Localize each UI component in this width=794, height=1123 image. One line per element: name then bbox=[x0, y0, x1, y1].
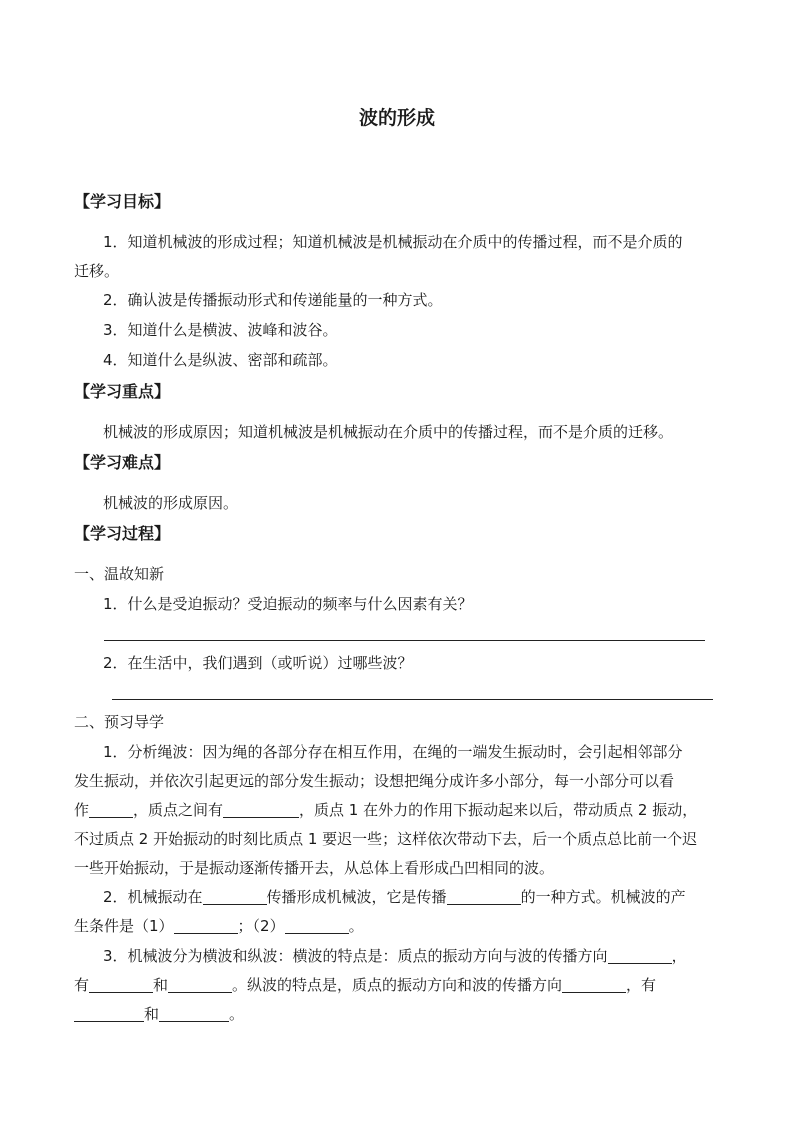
difficulty-text: 机械波的形成原因。 bbox=[103, 494, 239, 512]
review-question-2: 2．在生活中，我们遇到（或听说）过哪些波？ bbox=[103, 654, 413, 672]
section-heading-key: 【学习重点】 bbox=[74, 382, 171, 401]
fill-blank[interactable] bbox=[89, 801, 133, 818]
preview-p2-line2 bbox=[74, 915, 364, 937]
text-segment: ，质点 1 在外力的作用下振动起来以后，带动质点 2 振动， bbox=[299, 801, 698, 819]
fill-blank[interactable] bbox=[203, 888, 267, 905]
text-segment: 的一种方式。机械波的产 bbox=[520, 888, 686, 906]
text-segment: 和 bbox=[153, 976, 169, 994]
review-question-1: 1．什么是受迫振动？受迫振动的频率与什么因素有关？ bbox=[103, 595, 473, 613]
preview-p1-line5: 一些开始振动，于是振动逐渐传播开去，从总体上看形成凸凹相同的波。 bbox=[74, 859, 555, 877]
fill-blank[interactable] bbox=[608, 947, 672, 964]
section-heading-difficulty: 【学习难点】 bbox=[74, 453, 171, 472]
preview-p3-line2 bbox=[74, 974, 656, 996]
preview-p2-line1 bbox=[103, 886, 686, 908]
fill-blank[interactable] bbox=[74, 1005, 144, 1022]
text-segment: 2．机械振动在 bbox=[103, 888, 203, 906]
text-segment: 。 bbox=[348, 917, 364, 935]
fill-blank[interactable] bbox=[174, 917, 238, 934]
part1-title: 一、温故知新 bbox=[74, 565, 165, 583]
fill-blank[interactable] bbox=[223, 801, 299, 818]
fill-blank[interactable] bbox=[447, 888, 521, 905]
fill-blank[interactable] bbox=[285, 917, 349, 934]
text-segment: 。 bbox=[229, 1005, 245, 1023]
text-segment: 。纵波的特点是，质点的振动方向和波的传播方向 bbox=[232, 976, 563, 994]
goal-item-3: 3．知道什么是横波、波峰和波谷。 bbox=[103, 321, 338, 339]
preview-p3-line1 bbox=[103, 945, 687, 967]
text-segment: 作 bbox=[74, 801, 90, 819]
preview-p1-line2: 发生振动，并依次引起更远的部分发生振动；设想把绳分成许多小部分，每一小部分可以看 bbox=[74, 772, 675, 790]
text-segment: 生条件是（1） bbox=[74, 917, 174, 935]
section-heading-process: 【学习过程】 bbox=[74, 524, 171, 543]
preview-p1-line4: 不过质点 2 开始振动的时刻比质点 1 要迟一些；这样依次带动下去，后一个质点总比前一个迟 bbox=[74, 830, 698, 848]
section-heading-goals: 【学习目标】 bbox=[74, 192, 171, 211]
goal-item-1-cont: 迁移。 bbox=[74, 262, 120, 280]
fill-blank[interactable] bbox=[159, 1005, 229, 1022]
fill-blank[interactable] bbox=[89, 976, 153, 993]
text-segment: 和 bbox=[144, 1005, 160, 1023]
preview-p3-line3 bbox=[74, 1003, 244, 1025]
text-segment: ，有 bbox=[626, 976, 657, 994]
text-segment: ，质点之间有 bbox=[133, 801, 224, 819]
answer-line-2[interactable] bbox=[112, 699, 713, 700]
preview-p1-line3 bbox=[74, 799, 697, 821]
answer-line-1[interactable] bbox=[104, 640, 705, 641]
text-segment: ， bbox=[671, 947, 687, 965]
page-title: 波的形成 bbox=[358, 107, 435, 129]
goal-item-2: 2．确认波是传播振动形式和传递能量的一种方式。 bbox=[103, 291, 443, 309]
key-points-text: 机械波的形成原因；知道机械波是机械振动在介质中的传播过程，而不是介质的迁移。 bbox=[103, 423, 674, 441]
text-segment: 3．机械波分为横波和纵波：横波的特点是：质点的振动方向与波的传播方向 bbox=[103, 947, 608, 965]
text-segment: ；（2） bbox=[237, 917, 285, 935]
preview-p1-line1: 1．分析绳波：因为绳的各部分存在相互作用，在绳的一端发生振动时，会引起相邻部分 bbox=[103, 743, 683, 761]
text-segment: 有 bbox=[74, 976, 90, 994]
goal-item-4: 4．知道什么是纵波、密部和疏部。 bbox=[103, 351, 338, 369]
fill-blank[interactable] bbox=[562, 976, 626, 993]
text-segment: 传播形成机械波，它是传播 bbox=[266, 888, 447, 906]
goal-item-1: 1．知道机械波的形成过程；知道机械波是机械振动在介质中的传播过程，而不是介质的 bbox=[103, 233, 683, 251]
fill-blank[interactable] bbox=[168, 976, 232, 993]
part2-title: 二、预习导学 bbox=[74, 713, 165, 731]
